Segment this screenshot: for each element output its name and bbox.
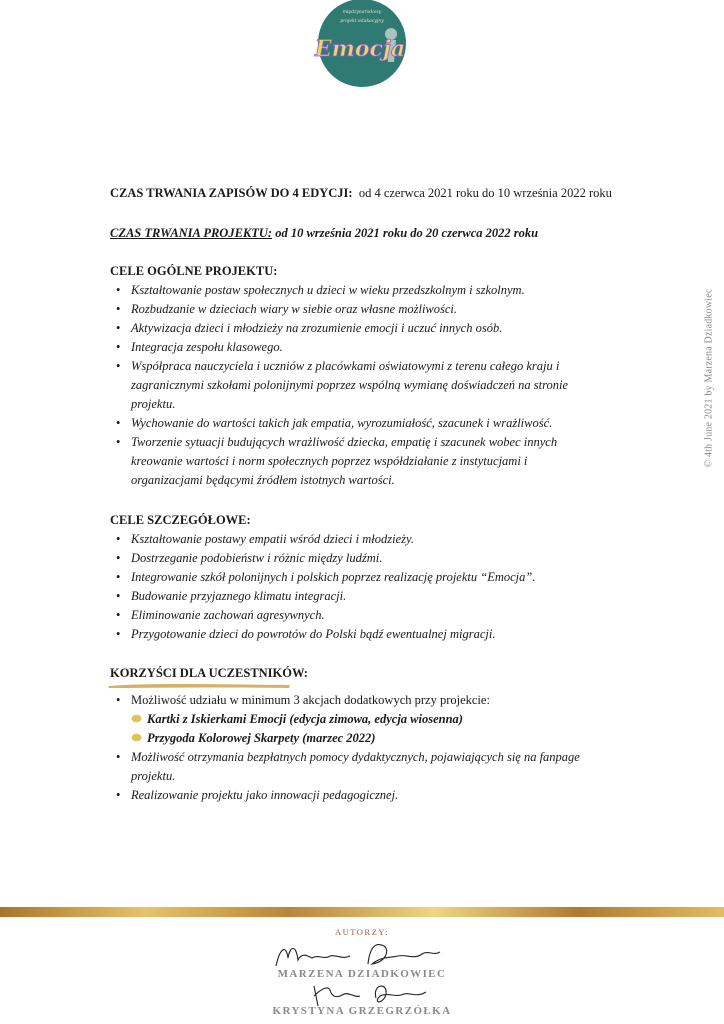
general-goals-section — [110, 264, 630, 490]
logo-tagline-2: projekt edukacyjny — [340, 19, 384, 24]
benefits-section — [110, 666, 630, 805]
list-item: • Integrowanie szkół polonijnych i polskich poprzez realizację projektu “Emocja”. — [110, 568, 630, 587]
list-item: • Przygotowanie dzieci do powrotów do Polski bądź ewentualnej migracji. — [110, 625, 630, 644]
list-item — [110, 338, 630, 357]
list-item-line: • Współpraca nauczyciela i uczniów z placówkami oświatowymi z terenu całego kraju i — [131, 359, 560, 373]
list-item-text: • Możliwość udziału w minimum 3 akcjach dodatkowych przy projekcie: — [131, 693, 490, 707]
list-item — [110, 357, 630, 414]
emocja-logo — [312, 0, 412, 90]
gold-footer-band — [0, 907, 724, 917]
enrollment-duration-label: CZAS TRWANIA ZAPISÓW DO 4 EDYCJI: — [110, 186, 353, 200]
sub-list-text: Kartki z Iskierkami Emocji (edycja zimowa, edycja wiosenna) — [147, 712, 463, 726]
logo-tagline-1: międzynarodowy — [342, 10, 382, 15]
signature-1 — [272, 940, 444, 970]
sub-list-text: Przygoda Kolorowej Skarpety (marzec 2022) — [147, 731, 376, 745]
sub-list — [131, 710, 630, 748]
list-item: • Kształtowanie postawy empatii wśród dzieci i młodzieży. — [110, 530, 630, 549]
list-item: • Eliminowanie zachowań agresywnych. — [110, 606, 630, 625]
gold-brush-bullet-icon — [131, 733, 142, 742]
project-duration-label: CZAS TRWANIA PROJEKTU: — [110, 226, 273, 240]
list-item-line: projektu. — [131, 769, 176, 783]
list-item — [110, 319, 630, 338]
benefits-list — [110, 691, 630, 805]
specific-goals-section — [110, 513, 630, 644]
specific-goals-list — [110, 530, 630, 644]
project-duration-value: od 10 września 2021 roku do 20 czerwca 2022 roku — [275, 226, 539, 240]
list-item-line: • Możliwość otrzymania bezpłatnych pomocy dydaktycznych, pojawiających się na fanpage — [131, 750, 580, 764]
list-item-line: projektu. — [131, 397, 176, 411]
sub-list-item — [131, 710, 630, 729]
list-item — [110, 414, 630, 433]
specific-goals-heading: CELE SZCZEGÓŁOWE: — [110, 513, 251, 527]
list-item: • Dostrzeganie podobieństw i różnic między ludźmi. — [110, 549, 630, 568]
enrollment-duration — [110, 186, 612, 201]
list-item — [110, 281, 630, 300]
sub-list-item — [131, 729, 630, 748]
benefits-heading: KORZYŚCI DLA UCZESTNIKÓW: — [110, 666, 308, 680]
list-item-text: Wychowanie do wartości takich jak empatia, wyrozumiałość, szacunek i wrażliwość. — [131, 416, 553, 430]
list-item: • Realizowanie projektu jako innowacji pedagogicznej. — [110, 786, 630, 805]
authors-label: AUTORZY: — [334, 927, 390, 937]
gold-brush-bullet-icon — [131, 714, 142, 723]
list-item-line: kreowanie wartości i norm społecznych poprzez współdziałanie z instytucjami i — [131, 454, 528, 468]
author-name-1: MARZENA DZIADKOWIEC — [277, 968, 447, 980]
list-item-line: • Tworzenie sytuacji budujących wrażliwość dziecka, empatię i szacunek wobec innych — [131, 435, 558, 449]
list-item — [110, 433, 630, 490]
list-item-text: Integracja zespołu klasowego. — [131, 340, 283, 354]
gold-underline — [106, 682, 292, 689]
list-item — [110, 691, 630, 748]
list-item-text: Aktywizacja dzieci i młodzieży na zrozumienie emocji i uczuć innych osób. — [131, 321, 503, 335]
copyright-note: © 4th June 2021 by Marzena Dziadkowiec — [703, 288, 715, 468]
general-goals-list — [110, 281, 630, 490]
list-item — [110, 748, 630, 786]
list-item-text: Kształtowanie postaw społecznych u dzieci w wieku przedszkolnym i szkolnym. — [131, 283, 525, 297]
author-name-2: KRYSTYNA GRZEGRZÓŁKA — [272, 1005, 452, 1017]
list-item: • Budowanie przyjaznego klimatu integracji. — [110, 587, 630, 606]
enrollment-duration-value: od 4 czerwca 2021 roku do 10 września 2022 roku — [358, 186, 612, 200]
logo-wordmark: Emocja — [314, 36, 406, 62]
project-duration — [110, 226, 538, 241]
list-item — [110, 300, 630, 319]
list-item-line: organizacjami będącymi źródłem istotnych wartości. — [131, 473, 395, 487]
list-item-line: zagranicznymi szkołami polonijnymi poprzez wspólną wymianę doświadczeń na stronie — [131, 378, 569, 392]
list-item-text: Rozbudzanie w dzieciach wiary w siebie oraz własne możliwości. — [131, 302, 458, 316]
general-goals-heading: CELE OGÓLNE PROJEKTU: — [110, 264, 278, 278]
